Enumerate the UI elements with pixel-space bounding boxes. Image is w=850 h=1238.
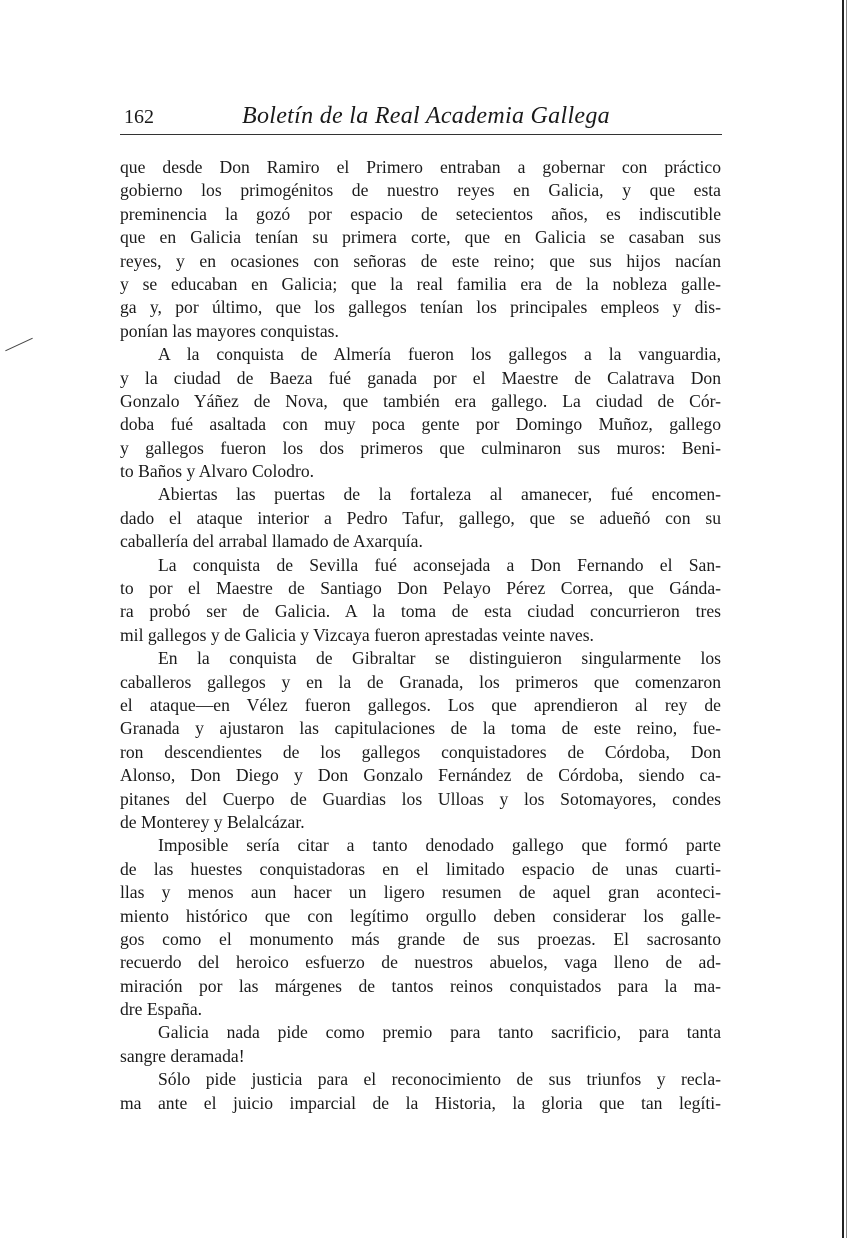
text-line: miración por las márgenes de tantos reinos conquistados para la ma-	[120, 975, 721, 996]
text-line: ma ante el juicio imparcial de la Historia, la gloria que tan legíti-	[120, 1092, 721, 1113]
page-number: 162	[124, 106, 154, 128]
text-line: ga y, por último, que los gallegos tenían los principales empleos y dis-	[120, 297, 721, 318]
page-body-text	[120, 156, 721, 1115]
text-line: y se educaban en Galicia; que la real familia era de la nobleza galle-	[120, 273, 721, 294]
text-line: Granada y ajustaron las capitulaciones de la toma de este reino, fue-	[120, 718, 721, 739]
text-line: to por el Maestre de Santiago Don Pelayo Pérez Correa, que Gánda-	[120, 578, 721, 599]
text-line: ra probó ser de Galicia. A la toma de esta ciudad concurrieron tres	[120, 601, 721, 622]
text-line: mil gallegos y de Galicia y Vizcaya fueron aprestadas veinte naves.	[120, 624, 594, 645]
text-line: En la conquista de Gibraltar se distinguieron singularmente los	[158, 648, 721, 669]
text-line: y gallegos fueron los dos primeros que culminaron sus muros: Beni-	[120, 437, 721, 458]
text-line: Alonso, Don Diego y Don Gonzalo Fernández de Córdoba, siendo ca-	[120, 765, 721, 786]
text-line: dado el ataque interior a Pedro Tafur, gallego, que se adueñó con su	[120, 507, 721, 528]
text-line: el ataque—en Vélez fueron gallegos. Los que aprendieron al rey de	[120, 694, 721, 715]
text-line: caballería del arrabal llamado de Axarquía.	[120, 531, 423, 552]
text-line: que en Galicia tenían su primera corte, que en Galicia se casaban sus	[120, 227, 721, 248]
text-line: y la ciudad de Baeza fué ganada por el Maestre de Calatrava Don	[120, 367, 721, 388]
text-line: gobierno los primogénitos de nuestro reyes en Galicia, y que esta	[120, 180, 721, 201]
text-line: miento histórico que con legítimo orgullo deben considerar los galle-	[120, 905, 721, 926]
paragraph	[120, 1068, 721, 1115]
text-line: de las huestes conquistadoras en el limitado espacio de unas cuarti-	[120, 858, 721, 879]
page-edge-shadow	[846, 0, 847, 1238]
text-line: doba fué asaltada con muy poca gente por Domingo Muñoz, gallego	[120, 414, 721, 435]
margin-mark	[5, 338, 33, 352]
text-line: Imposible sería citar a tanto denodado gallego que formó parte	[158, 835, 721, 856]
text-line: La conquista de Sevilla fué aconsejada a Don Fernando el San-	[158, 554, 721, 575]
running-title: Boletín de la Real Academia Gallega	[242, 103, 610, 129]
text-line: ponían las mayores conquistas.	[120, 320, 339, 341]
paragraph	[120, 343, 721, 483]
text-line: Abiertas las puertas de la fortaleza al amanecer, fué encomen-	[158, 484, 721, 505]
text-line: caballeros gallegos y en la de Granada, los primeros que comenzaron	[120, 671, 721, 692]
page-edge-line	[842, 0, 844, 1238]
paragraph	[120, 834, 721, 1021]
text-line: Galicia nada pide como premio para tanto sacrificio, para tanta	[158, 1022, 721, 1043]
text-line: A la conquista de Almería fueron los gallegos a la vanguardia,	[158, 344, 721, 365]
text-line: pitanes del Cuerpo de Guardias los Ulloas y los Sotomayores, condes	[120, 788, 721, 809]
text-line: llas y menos aun hacer un ligero resumen de aquel gran aconteci-	[120, 882, 721, 903]
text-line: gos como el monumento más grande de sus proezas. El sacrosanto	[120, 928, 721, 949]
paragraph	[120, 483, 721, 553]
text-line: reyes, y en ocasiones con señoras de este reino; que sus hijos nacían	[120, 250, 721, 271]
text-line: que desde Don Ramiro el Primero entraban a gobernar con práctico	[120, 157, 721, 177]
text-line: sangre deramada!	[120, 1045, 245, 1066]
running-header	[120, 104, 722, 135]
paragraph	[120, 554, 721, 648]
text-line: Gonzalo Yáñez de Nova, que también era gallego. La ciudad de Cór-	[120, 390, 721, 411]
paragraph	[120, 647, 721, 834]
text-line: preminencia la gozó por espacio de setecientos años, es indiscutible	[120, 203, 721, 224]
text-line: ron descendientes de los gallegos conquistadores de Córdoba, Don	[120, 741, 721, 762]
text-line: Sólo pide justicia para el reconocimiento de sus triunfos y recla-	[158, 1069, 721, 1090]
text-line: to Baños y Alvaro Colodro.	[120, 461, 315, 482]
text-line: dre España.	[120, 999, 203, 1020]
text-line: recuerdo del heroico esfuerzo de nuestros abuelos, vaga lleno de ad-	[120, 952, 721, 973]
text-line: de Monterey y Belalcázar.	[120, 811, 305, 832]
paragraph	[120, 156, 721, 343]
paragraph	[120, 1021, 721, 1068]
